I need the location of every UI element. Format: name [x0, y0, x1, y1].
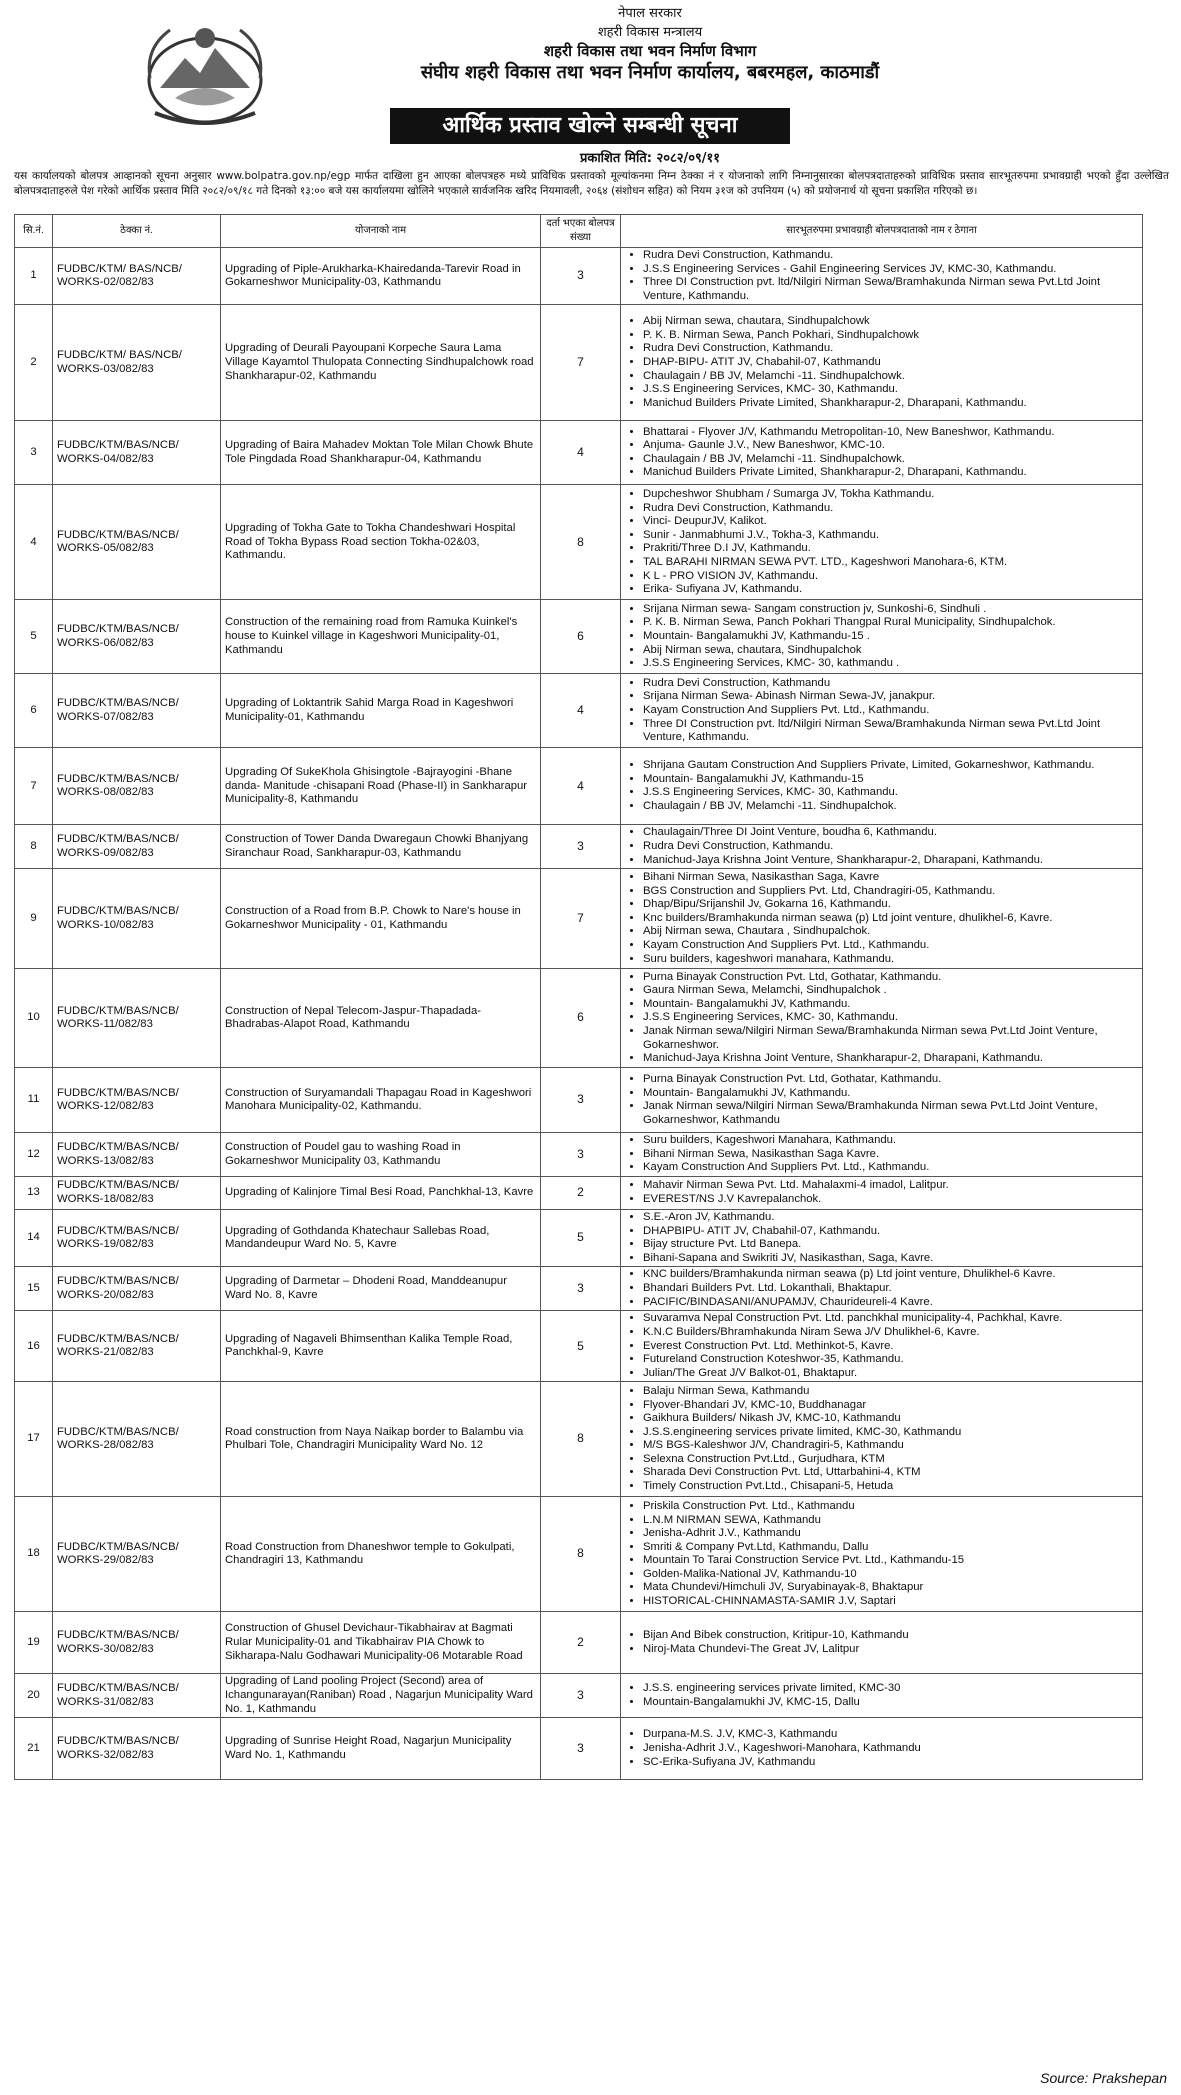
row-contract-no: FUDBC/KTM/BAS/NCB/ WORKS-10/082/83	[53, 869, 221, 969]
bidder-item: • M/S BGS-Kaleshwor J/V, Chandragiri-5, Kathmandu	[643, 1439, 1138, 1453]
row-bid-count: 3	[541, 1718, 621, 1780]
row-project-name: Upgrading of Piple-Arukharka-Khairedanda-Tarevir Road in Gokarneshwor Municipality-03, Kathmandu	[221, 248, 541, 305]
header-bidders: सारभूतरुपमा प्रभावग्राही बोलपत्रदाताको नाम र ठेगाना	[621, 215, 1143, 248]
table-row	[15, 969, 1143, 1068]
bidder-list	[625, 426, 1138, 480]
row-project-name: Construction of Ghusel Devichaur-Tikabhairav at Bagmati Rular Municipality-01 and Tikabhairav PIA Chowk to Sikharapa-Nalu Godhawari Municipality-06 Motarable Road	[221, 1612, 541, 1674]
bidder-item: • Mountain- Bangalamukhi JV, Kathmandu-15 .	[643, 630, 1138, 644]
row-bidders	[621, 748, 1143, 825]
bidder-list	[625, 1073, 1138, 1127]
bidder-item: • Mountain-Bangalamukhi JV, KMC-15, Dallu	[643, 1696, 1138, 1710]
bidder-item: • Rudra Devi Construction, Kathmandu.	[643, 840, 1138, 854]
bidder-item: • J.S.S Engineering Services, KMC- 30, kathmandu .	[643, 657, 1138, 671]
table-row	[15, 1133, 1143, 1177]
bidder-list	[625, 759, 1138, 813]
bidder-item: • Manichud-Jaya Krishna Joint Venture, Shankharapur-2, Dharapani, Kathmandu.	[643, 1052, 1138, 1066]
row-bidders	[621, 485, 1143, 600]
row-bid-count: 4	[541, 748, 621, 825]
bidder-item: • HISTORICAL-CHINNAMASTA-SAMIR J.V, Saptari	[643, 1595, 1138, 1609]
row-project-name: Road construction from Naya Naikap border to Balambu via Phulbari Tole, Chandragiri Municipality Ward No. 12	[221, 1382, 541, 1497]
bidder-item: • Mountain- Bangalamukhi JV, Kathmandu.	[643, 1087, 1138, 1101]
bidder-item: • J.S.S Engineering Services - Gahil Engineering Services JV, KMC-30, Kathmandu.	[643, 263, 1138, 277]
bidder-item: • Chaulagain/Three DI Joint Venture, boudha 6, Kathmandu.	[643, 826, 1138, 840]
bidder-item: • Three DI Construction pvt. ltd/Nilgiri Nirman Sewa/Bramhakunda Nirman sewa Pvt.Ltd Joint Venture, Kathmandu.	[643, 276, 1138, 303]
bidder-item: • Gaikhura Builders/ Nikash JV, KMC-10, Kathmandu	[643, 1412, 1138, 1426]
bidder-item: • Chaulagain / BB JV, Melamchi -11. Sindhupalchowk.	[643, 370, 1138, 384]
bidder-list	[625, 1179, 1138, 1206]
notice-title: आर्थिक प्रस्ताव खोल्ने सम्बन्धी सूचना	[390, 108, 790, 144]
row-contract-no: FUDBC/KTM/BAS/NCB/ WORKS-05/082/83	[53, 485, 221, 600]
source-credit: Source: Prakshepan	[1040, 2070, 1167, 2086]
row-bid-count: 8	[541, 1382, 621, 1497]
bidder-item: • Suru builders, kageshwori manahara, Kathmandu.	[643, 953, 1138, 967]
bidder-item: • Abij Nirman sewa, chautara, Sindhupalchok	[643, 644, 1138, 658]
bidder-item: • Jenisha-Adhrit J.V., Kageshwori-Manohara, Kathmandu	[643, 1742, 1138, 1756]
bidder-item: • Manichud-Jaya Krishna Joint Venture, Shankharapur-2, Dharapani, Kathmandu.	[643, 854, 1138, 868]
bidder-list	[625, 1728, 1138, 1769]
table-row	[15, 1311, 1143, 1382]
row-contract-no: FUDBC/KTM/BAS/NCB/ WORKS-18/082/83	[53, 1176, 221, 1209]
row-project-name: Construction of Suryamandali Thapagau Road in Kageshwori Manohara Municipality-02, Kathmandu.	[221, 1068, 541, 1133]
row-bidders	[621, 305, 1143, 421]
row-serial: 1	[15, 248, 53, 305]
bidder-item: • Mountain To Tarai Construction Service Pvt. Ltd., Kathmandu-15	[643, 1554, 1138, 1568]
row-contract-no: FUDBC/KTM/BAS/NCB/ WORKS-32/082/83	[53, 1718, 221, 1780]
row-project-name: Construction of the remaining road from Ramuka Kuinkel's house to Kuinkel village in Kageshwori Municipality-01, Kathmandu	[221, 600, 541, 674]
table-row	[15, 674, 1143, 748]
table-row	[15, 421, 1143, 485]
row-bidders	[621, 1382, 1143, 1497]
bidder-item: • Kayam Construction And Suppliers Pvt. Ltd., Kathmandu.	[643, 704, 1138, 718]
row-bidders	[621, 1718, 1143, 1780]
row-project-name: Construction of Tower Danda Dwaregaun Chowki Bhanjyang Siranchaur Road, Sankharapur-03, Kathmandu	[221, 825, 541, 869]
row-serial: 12	[15, 1133, 53, 1177]
bidder-item: • Suru builders, Kageshwori Manahara, Kathmandu.	[643, 1134, 1138, 1148]
bidder-item: • Futureland Construction Koteshwor-35, Kathmandu.	[643, 1353, 1138, 1367]
bidder-item: • Vinci- DeupurJV, Kalikot.	[643, 515, 1138, 529]
bidder-item: • Janak Nirman sewa/Nilgiri Nirman Sewa/Bramhakunda Nirman sewa Pvt.Ltd Joint Venture, Gokarneshwor, Kathmandu	[643, 1100, 1138, 1127]
bidder-item: • Erika- Sufiyana JV, Kathmandu.	[643, 583, 1138, 597]
bidder-item: • Suvaramva Nepal Construction Pvt. Ltd. panchkhal municipality-4, Pachkhal, Kavre.	[643, 1312, 1138, 1326]
bidder-item: • Mata Chundevi/Himchuli JV, Suryabinayak-8, Bhaktapur	[643, 1581, 1138, 1595]
row-project-name: Upgrading Of SukeKhola Ghisingtole -Bajrayogini -Bhane danda- Manitude -chisapani Road (Phase-II) in Sankharapur Municipality-8, Kathmandu	[221, 748, 541, 825]
row-bidders	[621, 1612, 1143, 1674]
row-serial: 3	[15, 421, 53, 485]
row-serial: 17	[15, 1382, 53, 1497]
bidder-item: • Srijana Nirman Sewa- Abinash Nirman Sewa-JV, janakpur.	[643, 690, 1138, 704]
row-bidders	[621, 674, 1143, 748]
row-serial: 16	[15, 1311, 53, 1382]
bidder-item: • Julian/The Great J/V Balkot-01, Bhaktapur.	[643, 1367, 1138, 1381]
table-row	[15, 1674, 1143, 1718]
bidder-item: • P. K. B. Nirman Sewa, Panch Pokhari Thangpal Rural Municipality, Sindhupalchok.	[643, 616, 1138, 630]
published-date: प्रकाशित मिति: २०८२/०९/११	[579, 151, 721, 166]
bidder-item: • Anjuma- Gaunle J.V., New Baneshwor, KMC-10.	[643, 439, 1138, 453]
bidder-list	[625, 826, 1138, 867]
bidder-item: • P. K. B. Nirman Sewa, Panch Pokhari, Sindhupalchowk	[643, 329, 1138, 343]
row-bid-count: 3	[541, 825, 621, 869]
bidder-list	[625, 1211, 1138, 1265]
bidder-item: • Bihani Nirman Sewa, Nasikasthan Saga, Kavre	[643, 871, 1138, 885]
table-row	[15, 1382, 1143, 1497]
bidder-item: • Abij Nirman sewa, chautara, Sindhupalchowk	[643, 315, 1138, 329]
bidder-item: • Golden-Malika-National JV, Kathmandu-10	[643, 1568, 1138, 1582]
row-bid-count: 3	[541, 248, 621, 305]
bidder-list	[625, 603, 1138, 671]
bidder-item: • K.N.C Builders/Bhramhakunda Niram Sewa J/V Dhulikhel-6, Kavre.	[643, 1326, 1138, 1340]
row-contract-no: FUDBC/KTM/BAS/NCB/ WORKS-13/082/83	[53, 1133, 221, 1177]
row-serial: 2	[15, 305, 53, 421]
row-serial: 11	[15, 1068, 53, 1133]
bidder-item: • Jenisha-Adhrit J.V., Kathmandu	[643, 1527, 1138, 1541]
table-row	[15, 1209, 1143, 1266]
bidder-item: • Bijay structure Pvt. Ltd Banepa.	[643, 1238, 1138, 1252]
row-serial: 14	[15, 1209, 53, 1266]
row-serial: 9	[15, 869, 53, 969]
bidder-item: • Purna Binayak Construction Pvt. Ltd, Gothatar, Kathmandu.	[643, 1073, 1138, 1087]
bidder-item: • DHAP-BIPU- ATIT JV, Chabahil-07, Kathmandu	[643, 356, 1138, 370]
office-name: संघीय शहरी विकास तथा भवन निर्माण कार्यालय, बबरमहल, काठमाडौं	[420, 62, 880, 83]
bidder-item: • Rudra Devi Construction, Kathmandu.	[643, 249, 1138, 263]
row-project-name: Upgrading of Baira Mahadev Moktan Tole Milan Chowk Bhute Tole Pingdada Road Shankharapur-04, Kathmandu	[221, 421, 541, 485]
bidder-item: • J.S.S.engineering services private limited, KMC-30, Kathmandu	[643, 1426, 1138, 1440]
row-serial: 21	[15, 1718, 53, 1780]
bidder-item: • Mountain- Bangalamukhi JV, Kathmandu.	[643, 998, 1138, 1012]
header-count: दर्ता भएका बोलपत्र संख्या	[541, 215, 621, 248]
table-row	[15, 305, 1143, 421]
notice-header	[0, 0, 1181, 140]
row-serial: 5	[15, 600, 53, 674]
bidder-item: • EVEREST/NS J.V Kavrepalanchok.	[643, 1193, 1138, 1207]
bidder-item: • L.N.M NIRMAN SEWA, Kathmandu	[643, 1514, 1138, 1528]
row-contract-no: FUDBC/KTM/BAS/NCB/ WORKS-06/082/83	[53, 600, 221, 674]
ministry-name: शहरी विकास मन्त्रालय	[597, 25, 703, 40]
bidder-item: • SC-Erika-Sufiyana JV, Kathmandu	[643, 1756, 1138, 1770]
row-serial: 15	[15, 1267, 53, 1311]
bidder-item: • Prakriti/Three D.I JV, Kathmandu.	[643, 542, 1138, 556]
bidder-item: • Bihani-Sapana and Swikriti JV, Nasikasthan, Saga, Kavre.	[643, 1252, 1138, 1266]
row-bid-count: 3	[541, 1133, 621, 1177]
row-bidders	[621, 825, 1143, 869]
bidder-item: • Balaju Nirman Sewa, Kathmandu	[643, 1385, 1138, 1399]
row-contract-no: FUDBC/KTM/BAS/NCB/ WORKS-28/082/83	[53, 1382, 221, 1497]
row-contract-no: FUDBC/KTM/BAS/NCB/ WORKS-20/082/83	[53, 1267, 221, 1311]
row-project-name: Upgrading of Sunrise Height Road, Nagarjun Municipality Ward No. 1, Kathmandu	[221, 1718, 541, 1780]
bidder-item: • J.S.S Engineering Services, KMC- 30, Kathmandu.	[643, 1011, 1138, 1025]
table-row	[15, 825, 1143, 869]
row-project-name: Upgrading of Land pooling Project (Second) area of Ichangunarayan(Raniban) Road , Nagarjun Municipality Ward No. 1, Kathmandu	[221, 1674, 541, 1718]
row-bidders	[621, 600, 1143, 674]
row-contract-no: FUDBC/KTM/BAS/NCB/ WORKS-11/082/83	[53, 969, 221, 1068]
row-bid-count: 4	[541, 421, 621, 485]
row-contract-no: FUDBC/KTM/BAS/NCB/ WORKS-29/082/83	[53, 1497, 221, 1612]
row-project-name: Upgrading of Kalinjore Timal Besi Road, Panchkhal-13, Kavre	[221, 1176, 541, 1209]
bidder-item: • Three DI Construction pvt. ltd/Nilgiri Nirman Sewa/Bramhakunda Nirman sewa Pvt.Ltd Joint Venture, Kathmandu.	[643, 718, 1138, 745]
bidder-item: • Priskila Construction Pvt. Ltd., Kathmandu	[643, 1500, 1138, 1514]
bidder-item: • Rudra Devi Construction, Kathmandu.	[643, 342, 1138, 356]
bidder-list	[625, 1385, 1138, 1494]
bidder-item: • Mountain- Bangalamukhi JV, Kathmandu-15	[643, 773, 1138, 787]
row-project-name: Upgrading of Loktantrik Sahid Marga Road in Kageshwori Municipality-01, Kathmandu	[221, 674, 541, 748]
row-bidders	[621, 969, 1143, 1068]
row-contract-no: FUDBC/KTM/BAS/NCB/ WORKS-07/082/83	[53, 674, 221, 748]
row-contract-no: FUDBC/KTM/BAS/NCB/ WORKS-09/082/83	[53, 825, 221, 869]
bidder-item: • Selexna Construction Pvt.Ltd., Gurjudhara, KTM	[643, 1453, 1138, 1467]
bidder-list	[625, 1629, 1138, 1656]
bidder-list	[625, 677, 1138, 745]
row-contract-no: FUDBC/KTM/BAS/NCB/ WORKS-19/082/83	[53, 1209, 221, 1266]
row-bidders	[621, 1133, 1143, 1177]
bidder-item: • Chaulagain / BB JV, Melamchi -11. Sindhupalchowk.	[643, 453, 1138, 467]
bidder-list	[625, 1312, 1138, 1380]
row-bidders	[621, 1497, 1143, 1612]
bidder-item: • Kayam Construction And Suppliers Pvt. Ltd., Kathmandu.	[643, 1161, 1138, 1175]
row-contract-no: FUDBC/KTM/ BAS/NCB/ WORKS-02/082/83	[53, 248, 221, 305]
row-serial: 10	[15, 969, 53, 1068]
table-row	[15, 1267, 1143, 1311]
row-bidders	[621, 248, 1143, 305]
row-bid-count: 2	[541, 1176, 621, 1209]
table-row	[15, 600, 1143, 674]
row-project-name: Upgrading of Darmetar – Dhodeni Road, Manddeanupur Ward No. 8, Kavre	[221, 1267, 541, 1311]
row-serial: 19	[15, 1612, 53, 1674]
row-contract-no: FUDBC/KTM/BAS/NCB/ WORKS-30/082/83	[53, 1612, 221, 1674]
bidder-list	[625, 1134, 1138, 1175]
bidder-item: • Durpana-M.S. J.V, KMC-3, Kathmandu	[643, 1728, 1138, 1742]
row-project-name: Construction of Poudel gau to washing Road in Gokarneshwor Municipality 03, Kathmandu	[221, 1133, 541, 1177]
bidder-list	[625, 1500, 1138, 1609]
bidder-item: • S.E.-Aron JV, Kathmandu.	[643, 1211, 1138, 1225]
row-project-name: Construction of Nepal Telecom-Jaspur-Thapadada-Bhadrabas-Alapot Road, Kathmandu	[221, 969, 541, 1068]
row-project-name: Upgrading of Tokha Gate to Tokha Chandeshwari Hospital Road of Tokha Bypass Road section Tokha-02&03, Kathmandu.	[221, 485, 541, 600]
bidder-list	[625, 249, 1138, 303]
bidder-item: • Rudra Devi Construction, Kathmandu.	[643, 502, 1138, 516]
row-bid-count: 5	[541, 1311, 621, 1382]
bidder-item: • Janak Nirman sewa/Nilgiri Nirman Sewa/Bramhakunda Nirman sewa Pvt.Ltd Joint Venture, Gokarneshwor.	[643, 1025, 1138, 1052]
table-row	[15, 869, 1143, 969]
bidder-item: • Manichud Builders Private Limited, Shankharapur-2, Dharapani, Kathmandu.	[643, 397, 1138, 411]
row-bid-count: 7	[541, 869, 621, 969]
bidder-item: • Shrijana Gautam Construction And Suppliers Private, Limited, Gokarneshwor, Kathmandu.	[643, 759, 1138, 773]
bidder-list	[625, 1268, 1138, 1309]
header-contract: ठेक्का नं.	[53, 215, 221, 248]
bidder-item: • J.S.S Engineering Services, KMC- 30, Kathmandu.	[643, 786, 1138, 800]
row-project-name: Upgrading of Gothdanda Khatechaur Sallebas Road, Mandandeupur Ward No. 5, Kavre	[221, 1209, 541, 1266]
row-project-name: Road Construction from Dhaneshwor temple to Gokulpati, Chandragiri 13, Kathmandu	[221, 1497, 541, 1612]
table-header-row	[15, 215, 1143, 248]
bidder-item: • Dupcheshwor Shubham / Sumarga JV, Tokha Kathmandu.	[643, 488, 1138, 502]
table-row	[15, 1176, 1143, 1209]
bidder-item: • Gaura Nirman Sewa, Melamchi, Sindhupalchok .	[643, 984, 1138, 998]
bidder-item: • DHAPBIPU- ATIT JV, Chabahil-07, Kathmandu.	[643, 1225, 1138, 1239]
bidder-item: • Sharada Devi Construction Pvt. Ltd, Uttarbahini-4, KTM	[643, 1466, 1138, 1480]
bidder-item: • Kayam Construction And Suppliers Pvt. Ltd., Kathmandu.	[643, 939, 1138, 953]
bidder-item: • PACIFIC/BINDASANI/ANUPAMJV, Chaurideureli-4 Kavre.	[643, 1296, 1138, 1310]
row-bidders	[621, 1068, 1143, 1133]
table-row	[15, 1718, 1143, 1780]
bidder-item: • Dhap/Bipu/Srijanshil Jv, Gokarna 16, Kathmandu.	[643, 898, 1138, 912]
row-bidders	[621, 421, 1143, 485]
row-project-name: Upgrading of Nagaveli Bhimsenthan Kalika Temple Road, Panchkhal-9, Kavre	[221, 1311, 541, 1382]
bidder-item: • Knc builders/Bramhakunda nirman seawa (p) Ltd joint venture, dhulikhel-6, Kavre.	[643, 912, 1138, 926]
bidder-item: • KNC builders/Bramhakunda nirman seawa (p) Ltd joint venture, Dhulikhel-6 Kavre.	[643, 1268, 1138, 1282]
row-bidders	[621, 1267, 1143, 1311]
bidder-item: • Bijan And Bibek construction, Kritipur-10, Kathmandu	[643, 1629, 1138, 1643]
row-bid-count: 3	[541, 1674, 621, 1718]
row-serial: 6	[15, 674, 53, 748]
row-bid-count: 2	[541, 1612, 621, 1674]
bidder-item: • K L - PRO VISION JV, Kathmandu.	[643, 570, 1138, 584]
bidder-item: • Rudra Devi Construction, Kathmandu	[643, 677, 1138, 691]
bidder-list	[625, 488, 1138, 597]
row-contract-no: FUDBC/KTM/BAS/NCB/ WORKS-21/082/83	[53, 1311, 221, 1382]
row-bid-count: 3	[541, 1267, 621, 1311]
table-row	[15, 1612, 1143, 1674]
row-bid-count: 4	[541, 674, 621, 748]
row-serial: 13	[15, 1176, 53, 1209]
bidder-item: • Srijana Nirman sewa- Sangam construction jv, Sunkoshi-6, Sindhuli .	[643, 603, 1138, 617]
bidder-item: • Mahavir Nirman Sewa Pvt. Ltd. Mahalaxmi-4 imadol, Lalitpur.	[643, 1179, 1138, 1193]
gov-name: नेपाल सरकार	[618, 6, 682, 21]
table-row	[15, 748, 1143, 825]
row-bid-count: 8	[541, 485, 621, 600]
bidder-item: • Flyover-Bhandari JV, KMC-10, Buddhanagar	[643, 1399, 1138, 1413]
row-bid-count: 3	[541, 1068, 621, 1133]
row-contract-no: FUDBC/KTM/BAS/NCB/ WORKS-04/082/83	[53, 421, 221, 485]
bidders-table	[14, 214, 1143, 1780]
row-serial: 8	[15, 825, 53, 869]
row-bid-count: 6	[541, 600, 621, 674]
table-row	[15, 485, 1143, 600]
bidder-item: • BGS Construction and Suppliers Pvt. Ltd, Chandragiri-05, Kathmandu.	[643, 885, 1138, 899]
row-contract-no: FUDBC/KTM/BAS/NCB/ WORKS-12/082/83	[53, 1068, 221, 1133]
table-row	[15, 1068, 1143, 1133]
bidder-item: • J.S.S. engineering services private limited, KMC-30	[643, 1682, 1138, 1696]
row-bid-count: 5	[541, 1209, 621, 1266]
bidder-item: • Bihani Nirman Sewa, Nasikasthan Saga Kavre.	[643, 1148, 1138, 1162]
bidder-list	[625, 871, 1138, 966]
row-serial: 7	[15, 748, 53, 825]
row-bidders	[621, 1674, 1143, 1718]
table-row	[15, 1497, 1143, 1612]
row-project-name: Upgrading of Deurali Payoupani Korpeche Saura Lama Village Kayamtol Thulopata Connecting Sindhupalchowk road Shankharapur-02, Kathmandu	[221, 305, 541, 421]
bidder-item: • Sunir - Janmabhumi J.V., Tokha-3, Kathmandu.	[643, 529, 1138, 543]
bidder-list	[625, 315, 1138, 410]
row-bidders	[621, 1311, 1143, 1382]
nepal-emblem-icon	[140, 18, 270, 133]
row-contract-no: FUDBC/KTM/BAS/NCB/ WORKS-31/082/83	[53, 1674, 221, 1718]
intro-paragraph: यस कार्यालयको बोलपत्र आव्हानको सूचना अनुसार www.bolpatra.gov.np/egp मार्फत दाखिला हुन आएका बोलपत्रहरु मध्ये प्राविधिक प्रस्तावको मूल्यांकनमा निम्न ठेक्का नं र योजनाको लागि निम्नानुसारका बोलपत्रदाताहरुको प्राविधिक प्रस्ताव सारभूतरुपमा प्रभावग्राही भएको हुँदा उल्लेखित बोलपत्रदाताहरुले पेश गरेको आर्थिक प्रस्ताव मिति २०८२/०९/१८ गते दिनको १३:०० बजे यस कार्यालयमा खोलिने भएकाले सार्वजनिक खरिद नियमावली, २०६४ (संशोधन सहित) को नियम ३१ज को उपनियम (५) को प्रयोजनार्थ यो सूचना प्रकाशित गरिएको छ।	[14, 170, 1169, 197]
row-serial: 20	[15, 1674, 53, 1718]
table-row	[15, 248, 1143, 305]
row-serial: 18	[15, 1497, 53, 1612]
row-serial: 4	[15, 485, 53, 600]
row-contract-no: FUDBC/KTM/ BAS/NCB/ WORKS-03/082/83	[53, 305, 221, 421]
bidder-item: • Bhandari Builders Pvt. Ltd. Lokanthali, Bhaktapur.	[643, 1282, 1138, 1296]
bidder-item: • Smriti & Company Pvt.Ltd, Kathmandu, Dallu	[643, 1541, 1138, 1555]
bidder-item: • J.S.S Engineering Services, KMC- 30, Kathmandu.	[643, 383, 1138, 397]
row-bidders	[621, 1209, 1143, 1266]
header-project: योजनाको नाम	[221, 215, 541, 248]
bidder-item: • TAL BARAHI NIRMAN SEWA PVT. LTD., Kageshwori Manohara-6, KTM.	[643, 556, 1138, 570]
row-contract-no: FUDBC/KTM/BAS/NCB/ WORKS-08/082/83	[53, 748, 221, 825]
header-sn: सि.नं.	[15, 215, 53, 248]
department-name: शहरी विकास तथा भवन निर्माण विभाग	[543, 42, 757, 60]
bidder-item: • Purna Binayak Construction Pvt. Ltd, Gothatar, Kathmandu.	[643, 971, 1138, 985]
bidder-list	[625, 971, 1138, 1066]
row-bid-count: 8	[541, 1497, 621, 1612]
row-bidders	[621, 869, 1143, 969]
row-bidders	[621, 1176, 1143, 1209]
bidder-item: • Niroj-Mata Chundevi-The Great JV, Lalitpur	[643, 1643, 1138, 1657]
bidder-list	[625, 1682, 1138, 1709]
bidder-item: • Bhattarai - Flyover J/V, Kathmandu Metropolitan-10, New Baneshwor, Kathmandu.	[643, 426, 1138, 440]
row-bid-count: 7	[541, 305, 621, 421]
bidder-item: • Abij Nirman sewa, Chautara , Sindhupalchok.	[643, 925, 1138, 939]
bidder-item: • Timely Construction Pvt.Ltd., Chisapani-5, Hetuda	[643, 1480, 1138, 1494]
row-project-name: Construction of a Road from B.P. Chowk to Nare's house in Gokarneshwor Municipality - 01, Kathmandu	[221, 869, 541, 969]
bidder-item: • Manichud Builders Private Limited, Shankharapur-2, Dharapani, Kathmandu.	[643, 466, 1138, 480]
bidder-item: • Chaulagain / BB JV, Melamchi -11. Sindhupalchok.	[643, 800, 1138, 814]
row-bid-count: 6	[541, 969, 621, 1068]
bidder-item: • Everest Construction Pvt. Ltd. Methinkot-5, Kavre.	[643, 1340, 1138, 1354]
